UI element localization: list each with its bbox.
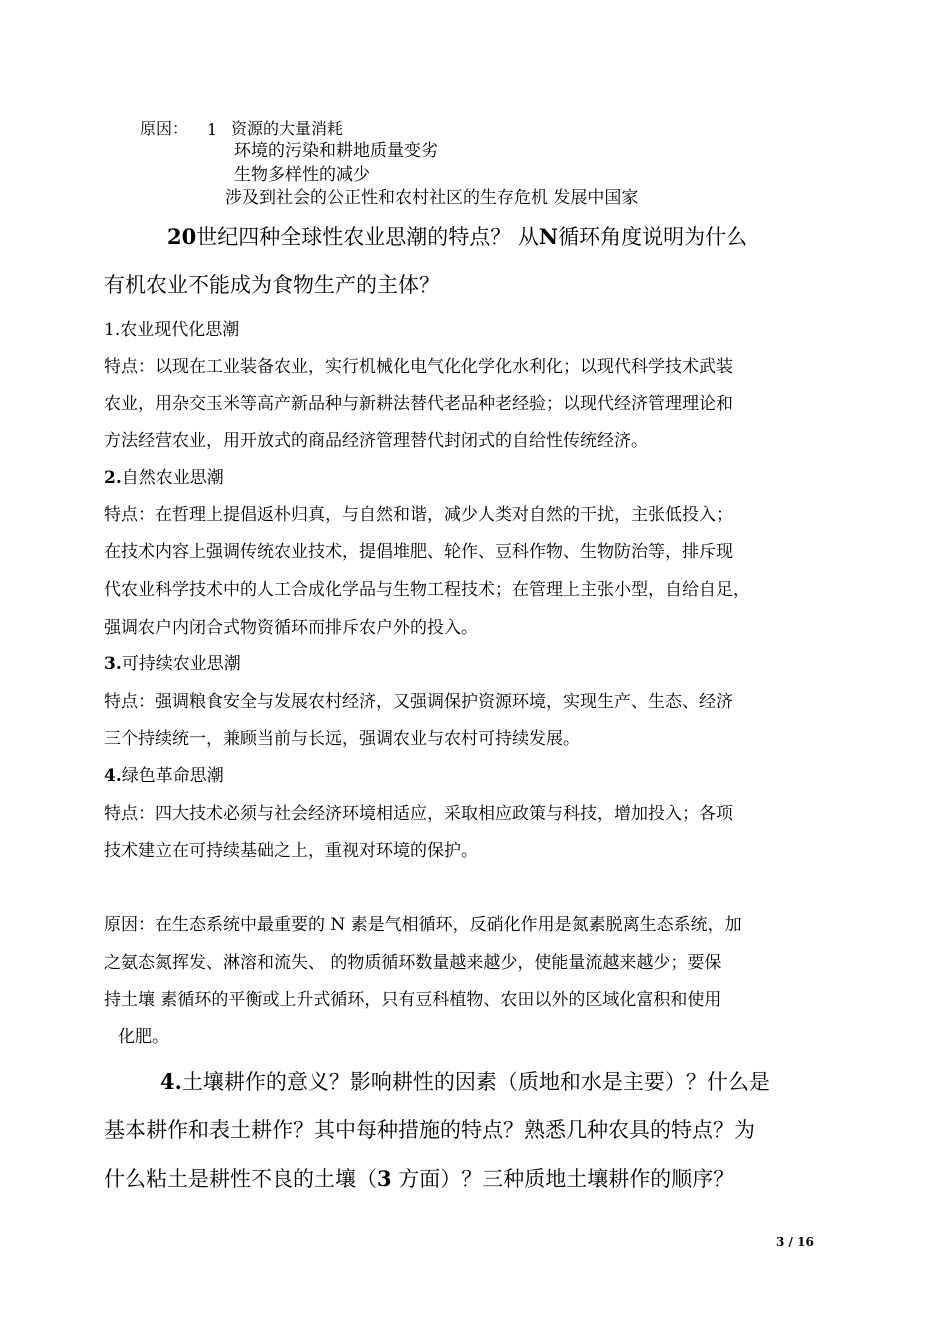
reason-label: 原因： <box>140 119 189 138</box>
section-2-number: 2. <box>104 468 122 488</box>
reason-item-1: 资源的大量消耗 <box>231 119 344 138</box>
section-1-number: 1. <box>104 320 121 340</box>
section-4-number: 4. <box>104 766 122 786</box>
section-2-line-3: 代农业科学技术中的人工合成化学品与生物工程技术；在管理上主张小型，自给自足， <box>104 580 750 600</box>
section-4-line-2: 技术建立在可持续基础之上，重视对环境的保护。 <box>104 841 478 861</box>
question-4-line-2: 基本耕作和表土耕作？其中每种措施的特点？熟悉几种农具的特点？为 <box>104 1118 755 1142</box>
reason-item-3: 生物多样性的减少 <box>234 165 370 185</box>
reason-item-2: 环境的污染和耕地质量变劣 <box>234 141 438 161</box>
section-3-title-text: 可持续农业思潮 <box>121 654 241 674</box>
section-1-title-text: 农业现代化思潮 <box>120 320 240 340</box>
question-heading-text-b: 循环角度说明为什么 <box>558 225 748 249</box>
section-3-number: 3. <box>104 654 122 674</box>
reason-number: 1 <box>207 120 218 139</box>
section-2-line-2: 在技术内容上强调传统农业技术，提倡堆肥、轮作、豆科作物、生物防治等，排斥现 <box>104 542 733 562</box>
question-4-line-3-text-a: 什么粘土是耕性不良的土壤（ <box>104 1167 377 1191</box>
reason-paragraph-line-4: 化肥。 <box>118 1027 169 1047</box>
section-1-line-2: 农业，用杂交玉米等高产新品种与新耕法替代老品种老经验；以现代经济管理理论和 <box>104 394 733 414</box>
reason-paragraph-line-3: 持土壤 素循环的平衡或上升式循环，只有豆科植物、农田以外的区域化富积和使用 <box>104 990 722 1010</box>
question-heading-line-2: 有机农业不能成为食物生产的主体？ <box>104 273 440 297</box>
section-1-title <box>104 322 239 339</box>
question-heading-n: N <box>538 224 559 249</box>
section-1-line-3: 方法经营农业，用开放式的商品经济管理替代封闭式的自给性传统经济。 <box>104 431 648 451</box>
question-heading-line-1 <box>167 226 747 248</box>
section-1-line-1: 特点：以现在工业装备农业，实行机械化电气化化学化水利化；以现代科学技术武装 <box>104 357 733 377</box>
question-heading-text-a: 世纪四种全球性农业思潮的特点？ 从 <box>196 225 539 249</box>
section-3-title <box>104 656 241 673</box>
question-4-line-3-number: 3 <box>377 1166 392 1191</box>
section-3-line-2: 三个持续统一，兼顾当前与长远，强调农业与农村可持续发展。 <box>104 729 580 749</box>
section-4-line-1: 特点：四大技术必须与社会经济环境相适应，采取相应政策与科技，增加投入；各项 <box>104 804 733 824</box>
section-4-title <box>104 768 224 785</box>
reason-paragraph-line-1: 原因：在生态系统中最重要的 N 素是气相循环，反硝化作用是氮素脱离生态系统，加 <box>104 915 742 935</box>
section-3-line-1: 特点：强调粮食安全与发展农村经济，又强调保护资源环境，实现生产、生态、经济 <box>104 692 733 712</box>
question-4-line-3-text-b: 方面）？三种质地土壤耕作的顺序？ <box>391 1167 735 1191</box>
reason-item-4: 涉及到社会的公正性和农村社区的生存危机 发展中国家 <box>225 188 639 208</box>
section-4-title-text: 绿色革命思潮 <box>121 766 224 786</box>
question-4-line-1 <box>160 1071 770 1093</box>
reason-paragraph-line-2: 之氨态氮挥发、淋溶和流失、 的物质循环数量越来越少，使能量流越来越少；要保 <box>104 953 722 973</box>
section-2-title-text: 自然农业思潮 <box>121 468 224 488</box>
section-2-line-4: 强调农户内闭合式物资循环而排斥农户外的投入。 <box>104 618 478 638</box>
question-4-number: 4. <box>160 1069 182 1094</box>
question-heading-number: 20 <box>167 224 197 249</box>
section-2-line-1: 特点：在哲理上提倡返朴归真，与自然和谐，减少人类对自然的干扰，主张低投入； <box>104 505 733 525</box>
question-4-line-1-text: 土壤耕作的意义？影响耕性的因素（质地和水是主要）？什么是 <box>181 1070 770 1094</box>
section-2-title <box>104 470 224 487</box>
page-number: 3 / 16 <box>776 1235 814 1249</box>
question-4-line-3 <box>104 1168 734 1190</box>
